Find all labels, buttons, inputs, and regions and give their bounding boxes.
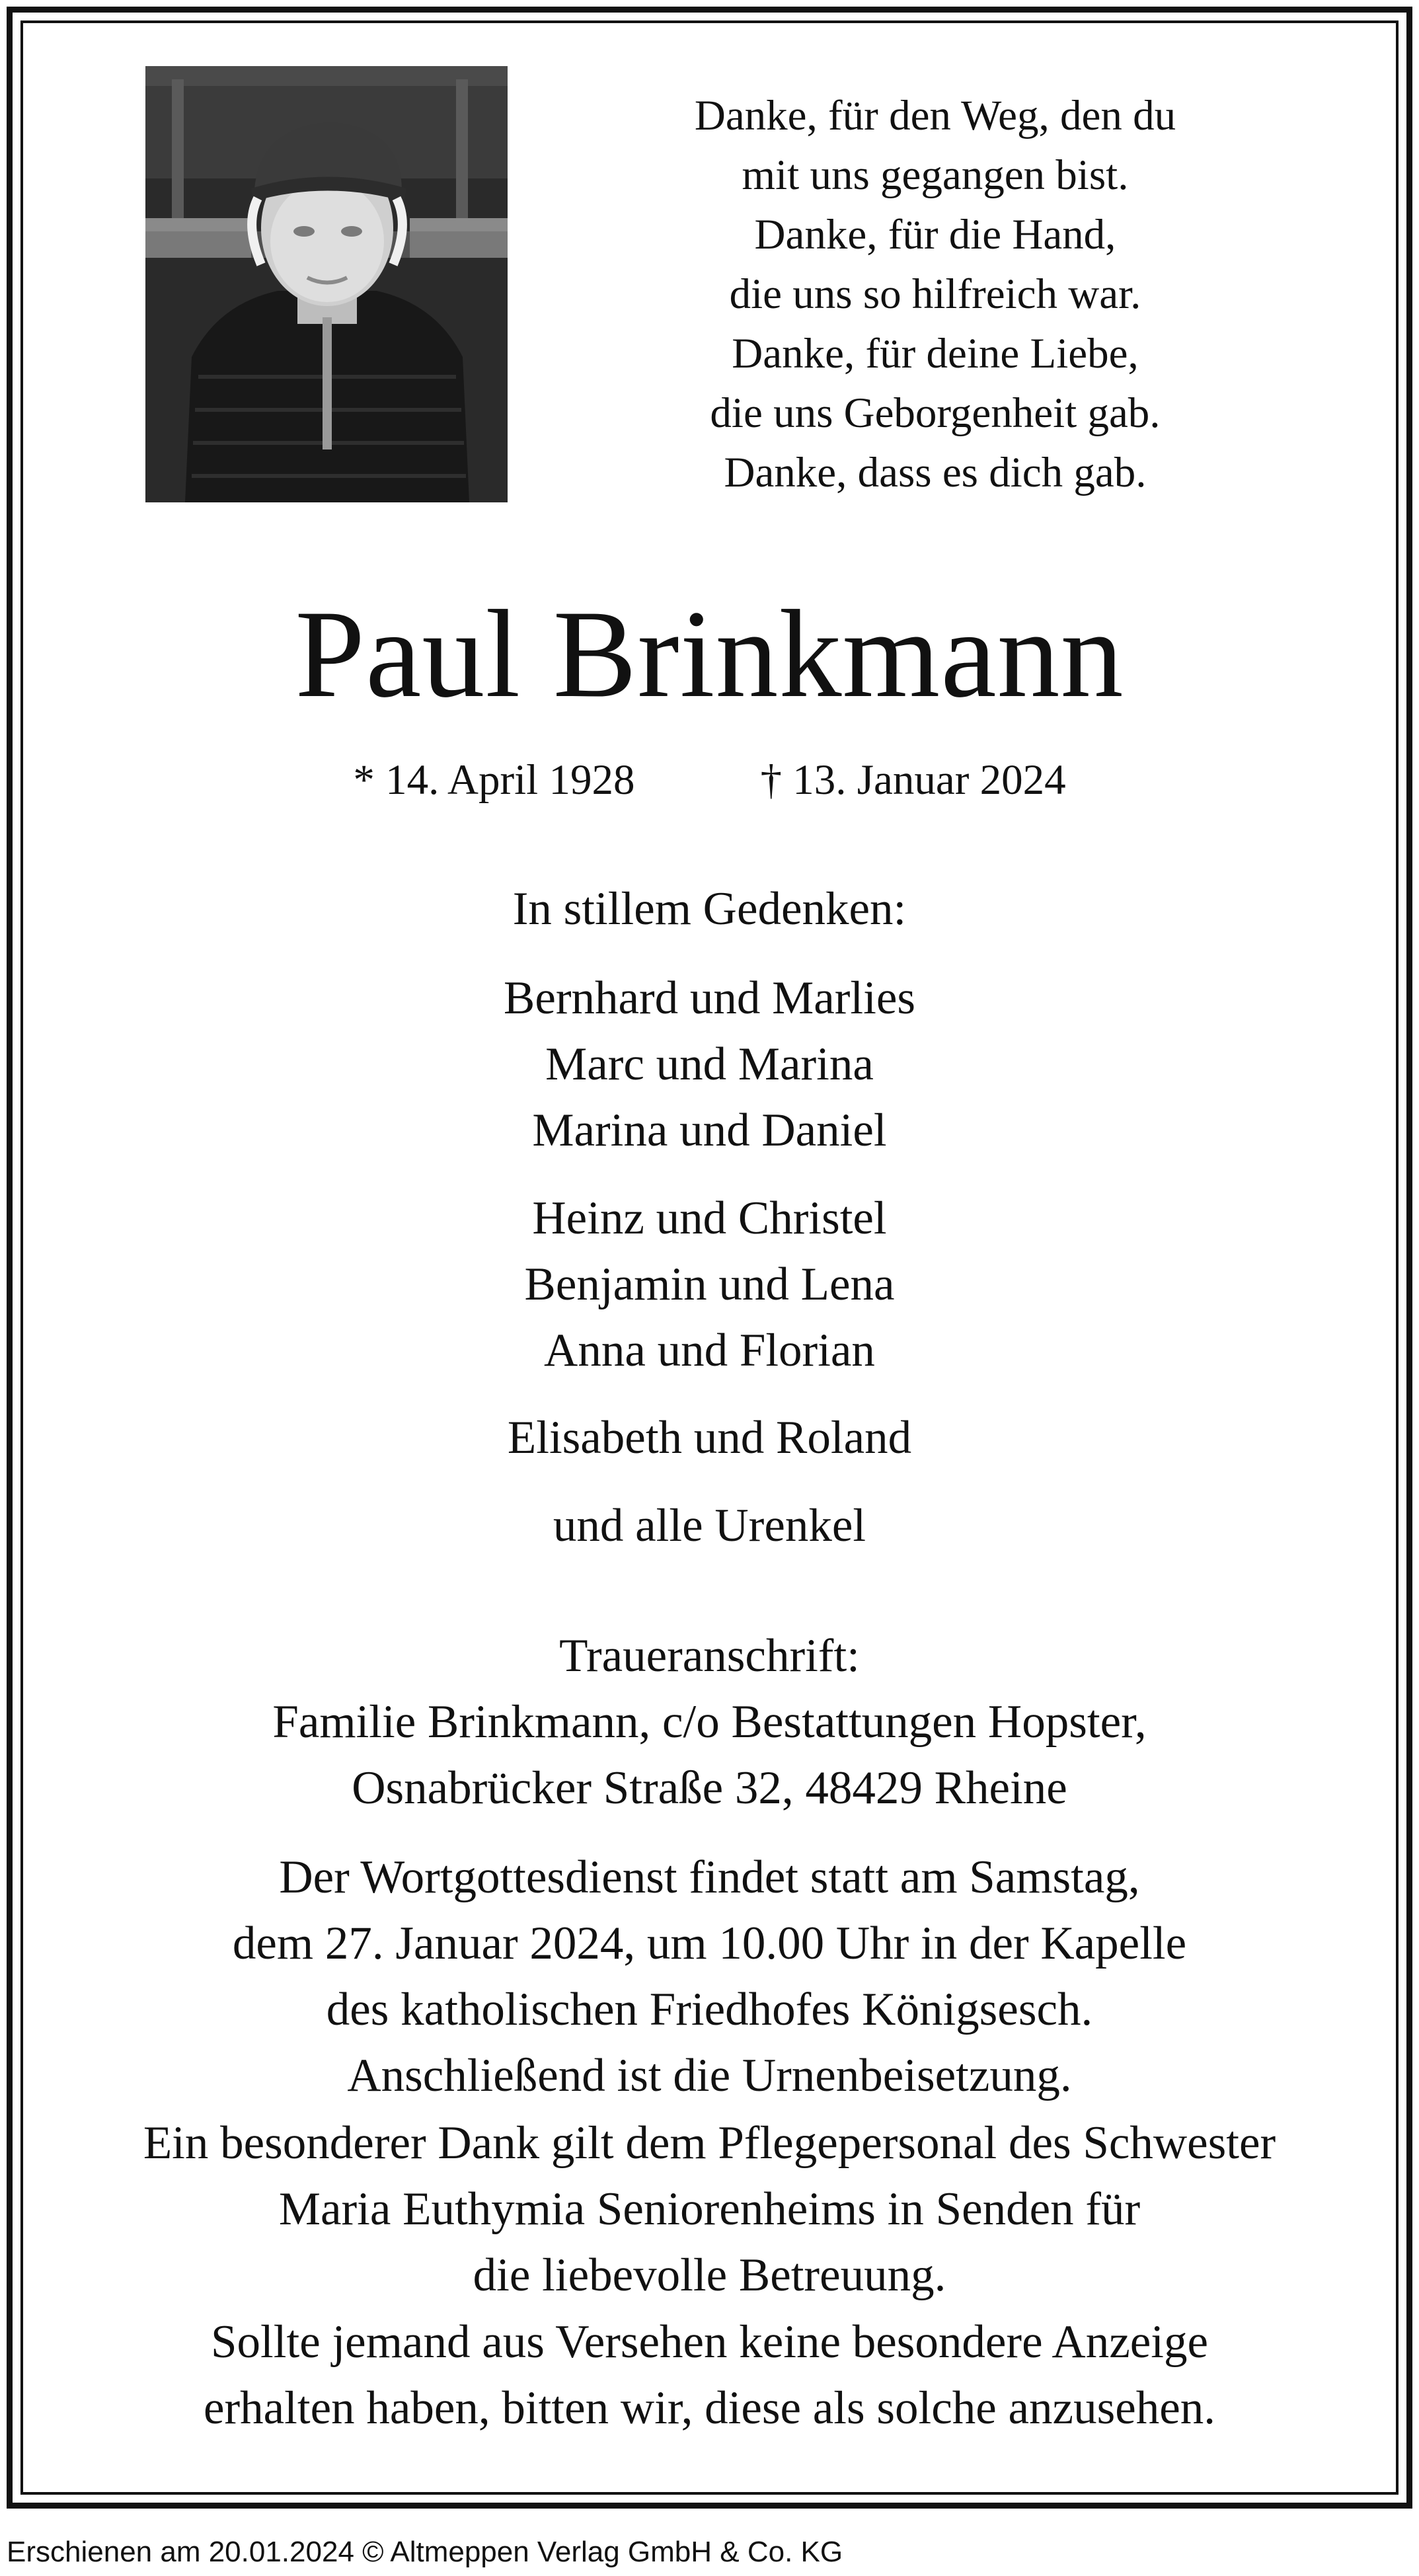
life-dates (0, 750, 1419, 810)
poem-line: Danke, für deine Liebe, (732, 330, 1139, 377)
service-line: Anschließend ist die Urnenbeisetzung. (347, 2050, 1072, 2101)
address-line: Osnabrücker Straße 32, 48429 Rheine (352, 1762, 1067, 1814)
family-member: Heinz und Christel (532, 1192, 887, 1244)
service-line: des katholischen Friedhofes Königsesch. (326, 1984, 1093, 2035)
address-line: Familie Brinkmann, c/o Bestattungen Hopster, (272, 1696, 1147, 1748)
poem-line: die uns Geborgenheit gab. (710, 389, 1161, 437)
family-member: Marc und Marina (545, 1038, 874, 1090)
poem-line: Danke, für den Weg, den du (694, 92, 1176, 139)
memory-heading-text: In stillem Gedenken: (512, 883, 907, 935)
poem (568, 86, 1302, 502)
family-member: Marina und Daniel (532, 1105, 887, 1156)
family-group (40, 1405, 1379, 1471)
notice-line: erhalten haben, bitten wir, diese als solche anzusehen. (204, 2382, 1215, 2434)
poem-line: Danke, dass es dich gab. (724, 449, 1147, 496)
publication-footer: Erschienen am 20.01.2024 © Altmeppen Verlag GmbH & Co. KG (7, 2536, 843, 2568)
memory-heading (40, 876, 1379, 942)
family-group (40, 1493, 1379, 1559)
thanks-line: die liebevolle Betreuung. (473, 2249, 946, 2301)
family-member: Anna und Florian (544, 1325, 875, 1376)
thanks-line: Ein besonderer Dank gilt dem Pflegepersonal des Schwester (143, 2117, 1276, 2169)
thanks-note (40, 2110, 1379, 2308)
notice-line: Sollte jemand aus Versehen keine besondere Anzeige (211, 2316, 1208, 2368)
birth-date: * 14. April 1928 (353, 756, 635, 804)
service-info (40, 1844, 1379, 2109)
poem-line: die uns so hilfreich war. (729, 270, 1141, 318)
thanks-line: Maria Euthymia Seniorenheims in Senden für (278, 2183, 1141, 2235)
address-line: Traueranschrift: (559, 1630, 860, 1682)
mourning-address (40, 1623, 1379, 1821)
portrait-photo (145, 66, 508, 502)
portrait-photo-icon (145, 66, 508, 502)
family-group (40, 965, 1379, 1163)
poem-line: Danke, für die Hand, (754, 211, 1116, 258)
death-date: † 13. Januar 2024 (760, 756, 1066, 804)
notice (40, 2309, 1379, 2441)
family-member: Bernhard und Marlies (503, 972, 916, 1024)
family-member: und alle Urenkel (553, 1500, 866, 1551)
family-member: Elisabeth und Roland (507, 1412, 912, 1464)
deceased-name: Paul Brinkmann (295, 585, 1124, 724)
poem-line: mit uns gegangen bist. (742, 151, 1129, 199)
service-line: Der Wortgottesdienst findet statt am Samstag, (279, 1852, 1140, 1903)
family-group (40, 1185, 1379, 1384)
family-member: Benjamin und Lena (524, 1259, 895, 1310)
service-line: dem 27. Januar 2024, um 10.00 Uhr in der Kapelle (232, 1918, 1187, 1969)
